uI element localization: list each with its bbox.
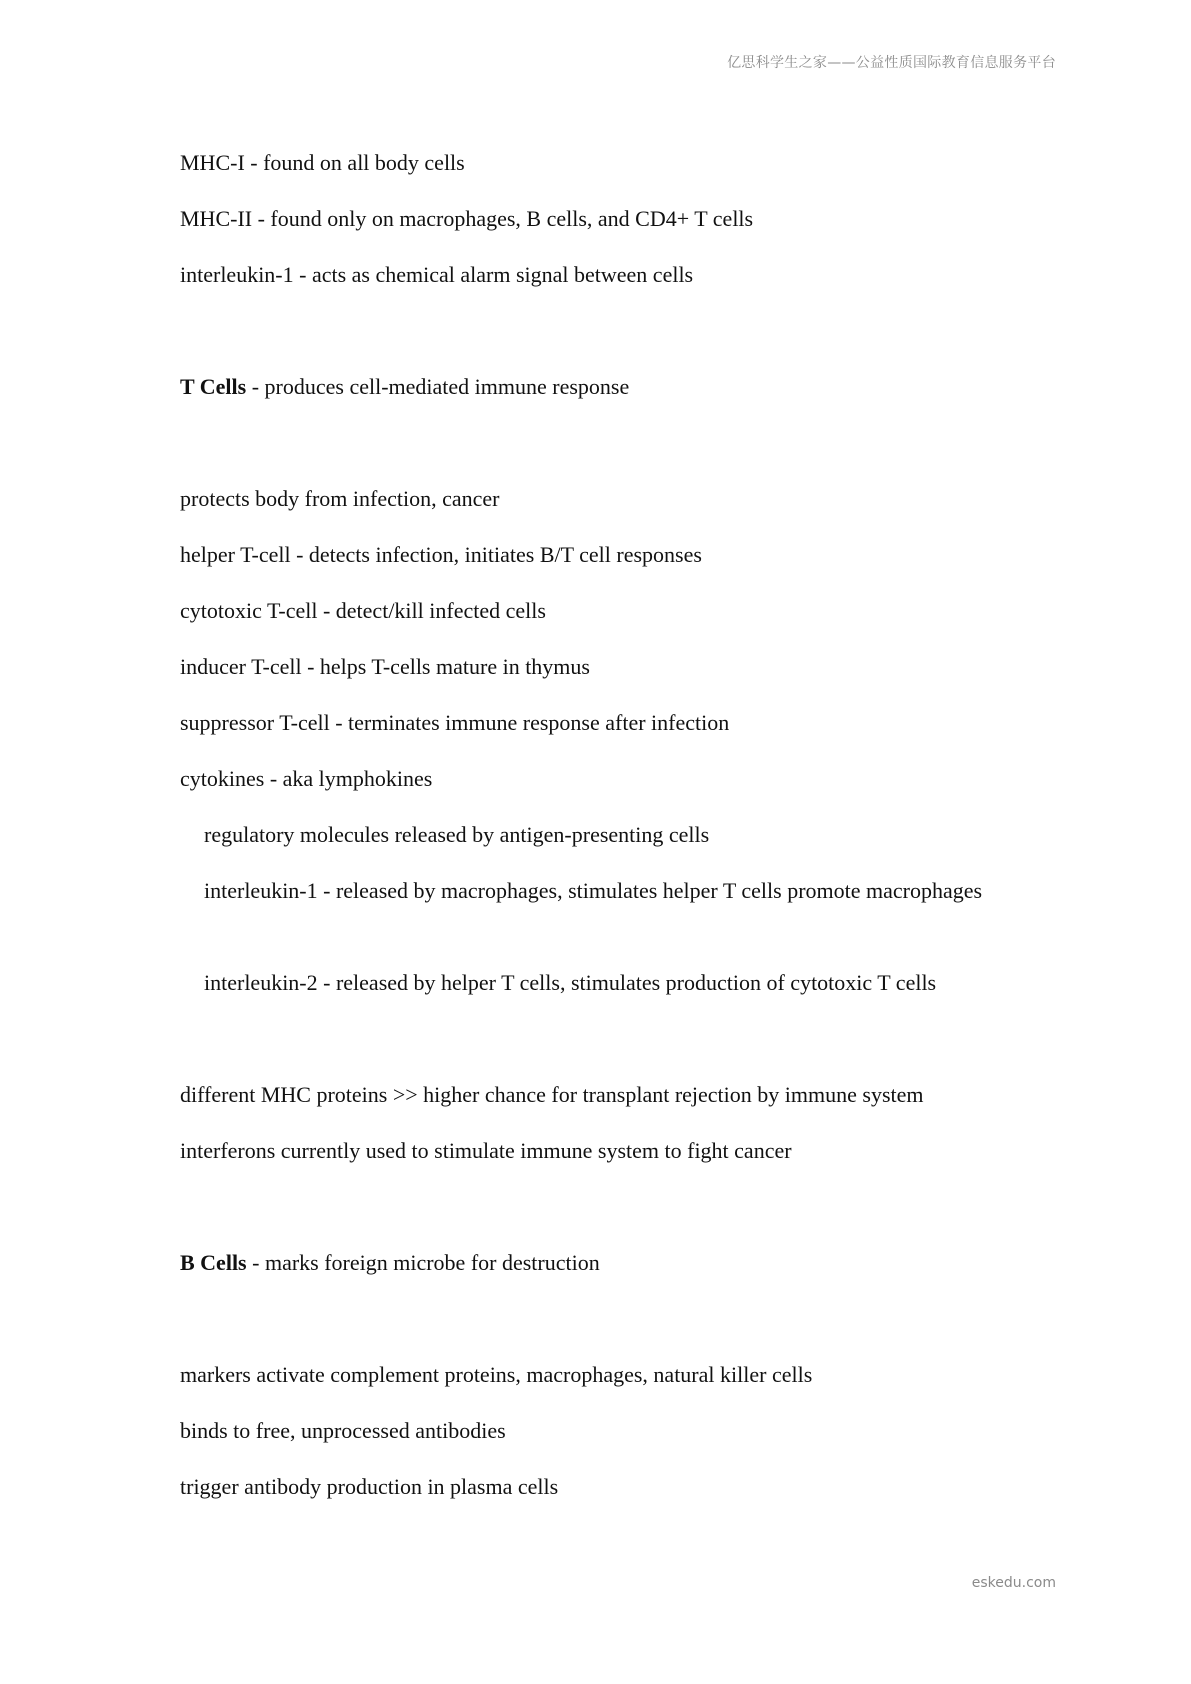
- b-cells-heading-bold: B Cells: [180, 1250, 247, 1275]
- mhc-rejection-line: different MHC proteins >> higher chance for transplant rejection by immune system: [180, 1082, 924, 1107]
- interferons-line: interferons currently used to stimulate immune system to fight cancer: [180, 1138, 792, 1163]
- t-cells-item: cytokines - aka lymphokines: [180, 766, 433, 791]
- t-cells-item: protects body from infection, cancer: [180, 486, 500, 511]
- t-cells-item: helper T-cell - detects infection, initiates B/T cell responses: [180, 542, 702, 567]
- b-cells-heading-rest: - marks foreign microbe for destruction: [246, 1250, 600, 1275]
- t-cells-heading-bold: T Cells: [180, 374, 247, 399]
- mhc-ii-line: MHC-II - found only on macrophages, B cells, and CD4+ T cells: [180, 206, 754, 231]
- page-footer: eskedu.com: [971, 1575, 1056, 1591]
- t-cells-item: cytotoxic T-cell - detect/kill infected cells: [180, 598, 546, 623]
- t-cells-heading: [180, 369, 629, 405]
- t-cells-item: suppressor T-cell - terminates immune response after infection: [180, 710, 730, 735]
- cytokine-sub-item: regulatory molecules released by antigen-presenting cells: [204, 822, 710, 847]
- b-cells-heading: [180, 1245, 600, 1281]
- b-cells-item: binds to free, unprocessed antibodies: [180, 1418, 506, 1443]
- b-cells-item: markers activate complement proteins, macrophages, natural killer cells: [180, 1362, 813, 1387]
- interleukin-1-line: interleukin-1 - acts as chemical alarm signal between cells: [180, 262, 694, 287]
- cytokine-sub-item: interleukin-1 - released by macrophages, stimulates helper T cells promote macrophages: [204, 878, 983, 903]
- cytokine-sub-item: interleukin-2 - released by helper T cells, stimulates production of cytotoxic T cells: [204, 970, 937, 995]
- mhc-i-line: MHC-I - found on all body cells: [180, 150, 465, 175]
- t-cells-item: inducer T-cell - helps T-cells mature in thymus: [180, 654, 590, 679]
- page-header: 亿思科学生之家——公益性质国际教育信息服务平台: [727, 55, 1056, 71]
- t-cells-heading-rest: - produces cell-mediated immune response: [246, 374, 630, 399]
- b-cells-item: trigger antibody production in plasma cells: [180, 1474, 559, 1499]
